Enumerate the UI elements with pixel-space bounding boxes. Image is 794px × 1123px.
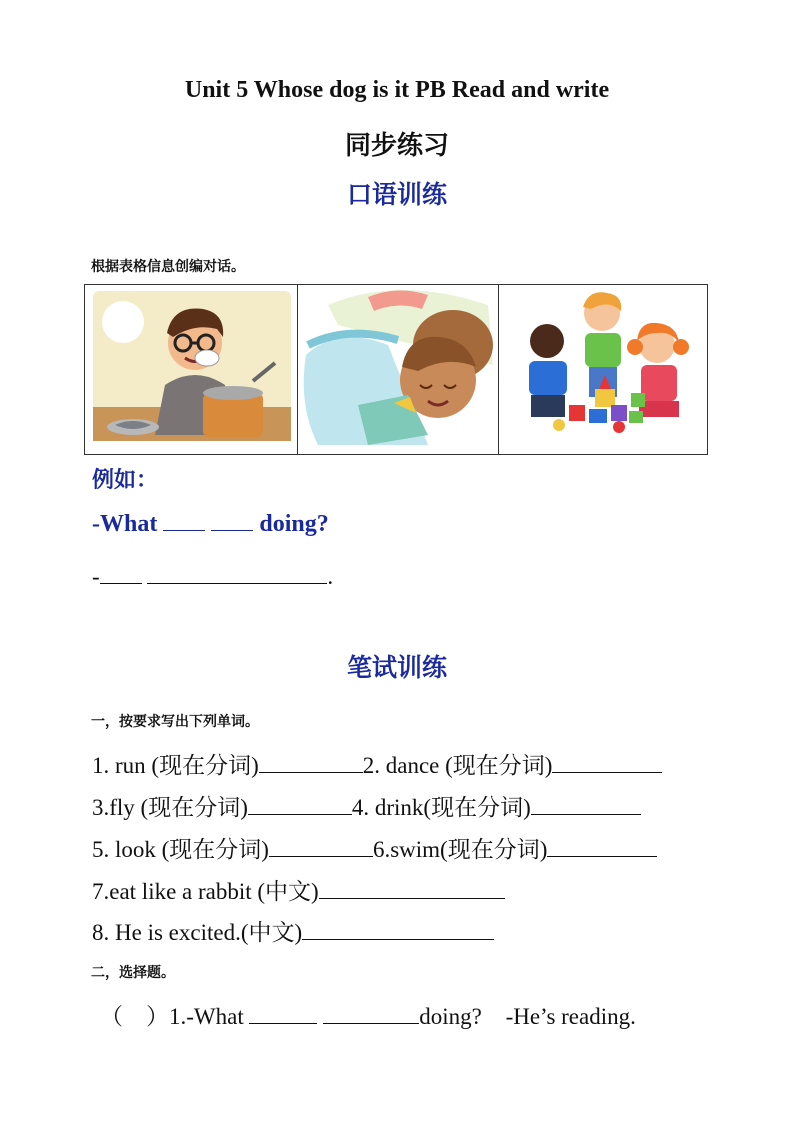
- question-row-1-2: [92, 747, 662, 780]
- answer-blank-q6[interactable]: [547, 836, 657, 857]
- example-answer: [92, 563, 333, 590]
- example-question-prefix: -What: [92, 511, 158, 537]
- question-row-8: [92, 914, 494, 947]
- mc-1-blank-2[interactable]: [323, 1003, 419, 1024]
- mc-1-text: 1.-What: [169, 1004, 244, 1029]
- image-cell-children-playing: [499, 285, 707, 454]
- answer-blank-q3[interactable]: [248, 794, 352, 815]
- oral-section-heading: 口语训练: [346, 180, 447, 209]
- page-subtitle: 同步练习: [344, 131, 449, 161]
- mc-1-blank-1[interactable]: [249, 1003, 317, 1024]
- part1-title: 一，按要求写出下列单词。: [91, 714, 259, 730]
- page-title: Unit 5 Whose dog is it PB Read and write: [184, 77, 610, 103]
- answer-blank-3[interactable]: [217, 563, 327, 584]
- question-4-label: 4. drink(现在分词): [351, 795, 531, 820]
- question-7-label: 7.eat like a rabbit (中文): [92, 879, 319, 904]
- children-playing-blocks-illustration: [499, 285, 707, 454]
- question-8-label: 8. He is excited.(中文): [92, 920, 303, 945]
- question-row-5-6: [92, 831, 657, 864]
- example-answer-prefix: -: [92, 564, 100, 589]
- example-question-suffix: doing?: [259, 511, 329, 537]
- image-cell-girl-sleeping: [298, 285, 498, 454]
- answer-blank-q8[interactable]: [302, 919, 494, 940]
- example-blank-1[interactable]: [163, 510, 205, 531]
- question-3-label: 3.fly (现在分词): [92, 795, 248, 820]
- part2-title: 二，选择题。: [91, 965, 175, 981]
- answer-blank-q5[interactable]: [269, 836, 373, 857]
- example-question: [92, 510, 329, 538]
- man-eating-noodles-illustration: [85, 285, 298, 454]
- question-row-7: [92, 873, 505, 906]
- example-blank-2[interactable]: [211, 510, 253, 531]
- example-label: 例如：: [92, 468, 159, 493]
- question-5-label: 5. look (现在分词): [92, 837, 269, 862]
- girl-sleeping-illustration: [298, 285, 498, 454]
- question-row-3-4: [92, 789, 641, 822]
- answer-blank-2[interactable]: [147, 563, 217, 584]
- mc-question-1: [100, 998, 636, 1031]
- example-answer-suffix: .: [327, 564, 334, 589]
- written-section-heading: 笔试训练: [346, 653, 447, 682]
- answer-blank-q7[interactable]: [319, 878, 505, 899]
- image-cell-man-eating: [85, 285, 298, 454]
- image-table: [84, 284, 708, 455]
- answer-blank-q1[interactable]: [259, 752, 363, 773]
- mc-1-answer: -He’s reading.: [505, 1004, 636, 1029]
- answer-blank-q2[interactable]: [552, 752, 662, 773]
- answer-blank-1[interactable]: [100, 563, 142, 584]
- question-2-label: 2. dance (现在分词): [362, 753, 553, 778]
- mc-1-doing: doing?: [419, 1004, 482, 1029]
- question-6-label: 6.swim(现在分词): [372, 837, 548, 862]
- mc-1-answer-paren[interactable]: （ ）: [100, 1004, 169, 1029]
- question-1-label: 1. run (现在分词): [92, 753, 259, 778]
- answer-blank-q4[interactable]: [531, 794, 641, 815]
- oral-instruction: 根据表格信息创编对话。: [91, 259, 245, 275]
